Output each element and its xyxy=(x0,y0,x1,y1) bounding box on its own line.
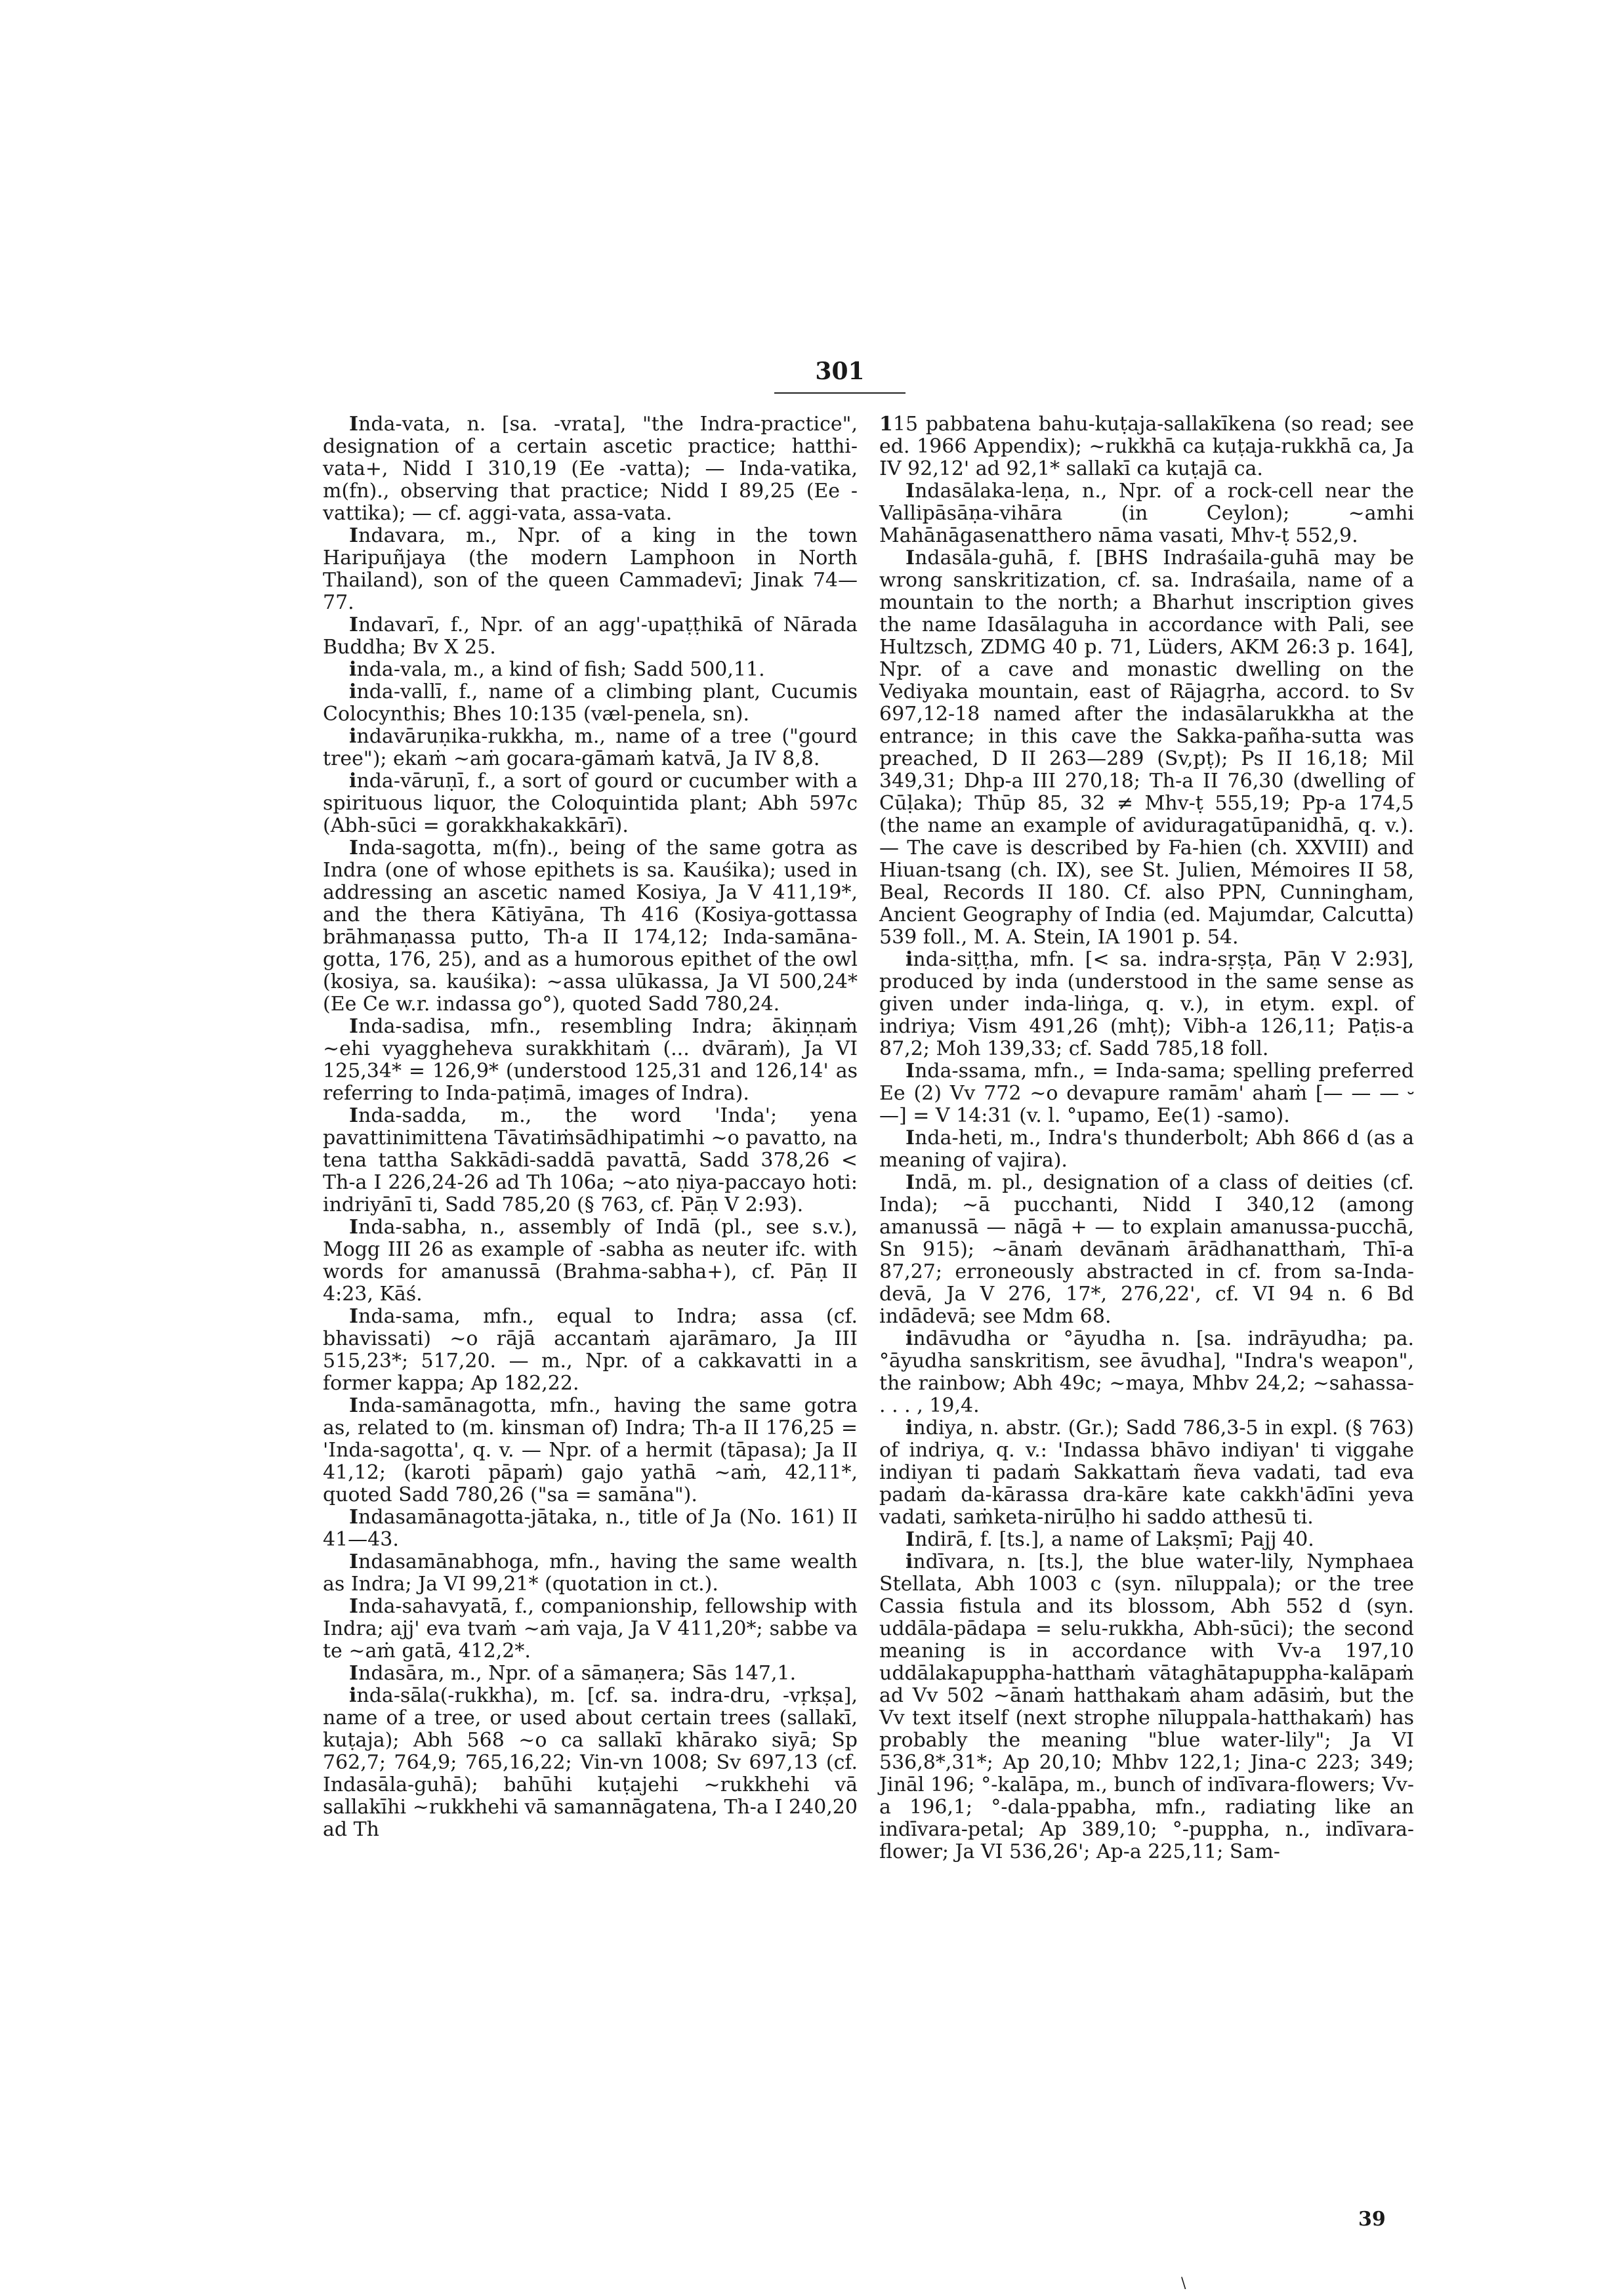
dictionary-entry: Inda-ssama, mfn., = Inda-sama; spelling preferred Ee (2) Vv 772 ~o devapure ramām' ahaṁ [— — — ⏑ —] = V 14:31 (v. l. °upamo, Ee(1) -samo). xyxy=(879,1060,1414,1127)
dictionary-entry: Inda-samānagotta, mfn., having the same gotra as, related to (m. kinsman of) Indra; Th-a II 176,25 = 'Inda-sagotta', q. v. — Npr. of a hermit (tāpasa); Ja II 41,12; (karoti pāpaṁ) gajo yathā ~aṁ, 42,11*, quoted Sadd 780,26 ("sa = samāna"). xyxy=(323,1394,858,1506)
dictionary-entry: inda-vala, m., a kind of fish; Sadd 500,11. xyxy=(349,658,765,681)
dictionary-entry: indiya, n. abstr. (Gr.); Sadd 786,3-5 in expl. (§ 763) of indriya, q. v.: 'Indassa bhāvo indiyan' ti viggahe indiyan ti padaṁ Sakkattaṁ ñeva vadati, tad eva padaṁ da-kārassa dra-kāre kate cakkh'ādīni yeva vadati, saṁketa-nirūḷho hi saddo atthesū ti. xyxy=(879,1416,1414,1529)
dictionary-entry: inda-vallī, f., name of a climbing plant, Cucumis Colocynthis; Bhes 10:135 (væl-penela, sn). xyxy=(323,680,858,726)
dictionary-entry: indīvara, n. [ts.], the blue water-lily, Nymphaea Stellata, Abh 1003 c (syn. nīluppala); or the tree Cassia fistula and its blossom, Abh 552 d (syn. uddāla-pādapa = selu-rukkha, Abh-sūci); the second meaning is in accordance with Vv-a 197,10 uddālakapuppha-hatthaṁ vātaghātapuppha-kalāpaṁ ad Vv 502 ~ānaṁ hatthakaṁ aham adāsiṁ, but the Vv text itself (next strophe nīluppala-hatthakaṁ) has probably the meaning "blue water-lily"; Ja VI 536,8*,31*; Ap 20,10; Mhbv 122,1; Jina-c 223; 349; Jināl 196; °-kalāpa, m., bunch of indīvara-flowers; Vv-a 196,1; °-dala-ppabha, mfn., radiating like an indīvara-petal; Ap 389,10; °-puppha, n., indīvara-flower; Ja VI 536,26'; Ap-a 225,11; Sam- xyxy=(879,1550,1414,1863)
dictionary-entry: Inda-sadda, m., the word 'Inda'; yena pavattinimittena Tāvatiṁsādhipatimhi ~o pavatto, na tena tattha Sakkādi-saddā pavattā, Sadd 378,26 < Th-a I 226,24-26 ad Th 106a; ~ato ṇiya-paccayo hoti: indriyānī ti, Sadd 785,20 (§ 763, cf. Pāṇ V 2:93). xyxy=(323,1104,858,1216)
dictionary-entry-continuation: 115 pabbatena bahu-kuṭaja-sallakīkena (so read; see ed. 1966 Appendix); ~rukkhā ca kuṭaja-rukkhā ca, Ja IV 92,12' ad 92,1* sallakī ca kuṭajā ca. xyxy=(879,413,1414,480)
signature-mark: 39 xyxy=(1358,2208,1386,2231)
dictionary-entry: Indavara, m., Npr. of a king in the town Haripuñjaya (the modern Lamphoon in North Thailand), son of the queen Cammadevī; Jinak 74—77. xyxy=(323,524,858,614)
dictionary-entry: Indasālaka-leṇa, n., Npr. of a rock-cell near the Vallipāsāṇa-vihāra (in Ceylon); ~amhi Mahānāgasenatthero nāma vasati, Mhv-ṭ 552,9. xyxy=(879,480,1414,547)
dictionary-entry: Indasamānagotta-jātaka, n., title of Ja (No. 161) II 41—43. xyxy=(323,1506,858,1551)
page-number: 301 xyxy=(815,358,865,385)
dictionary-entry: inda-vāruṇī, f., a sort of gourd or cucumber with a spirituous liquor, the Coloquintida plant; Abh 597c (Abh-sūci = gorakkhakakkārī). xyxy=(323,770,858,837)
dictionary-entry: Indasāra, m., Npr. of a sāmaṇera; Sās 147,1. xyxy=(349,1662,797,1685)
dictionary-entry: Indavarī, f., Npr. of an agg'-upaṭṭhikā of Nārada Buddha; Bv X 25. xyxy=(323,613,858,659)
dictionary-entry: Inda-sahavyatā, f., companionship, fellowship with Indra; ajj' eva tvaṁ ~aṁ vaja, Ja V 411,20*; sabbe va te ~aṁ gatā, 412,2*. xyxy=(323,1595,858,1663)
dictionary-entry: Inda-sadisa, mfn., resembling Indra; ākiṇṇaṁ ~ehi vyaggheheva surakkhitaṁ (... dvāraṁ), Ja VI 125,34* = 126,9* (understood 125,31 and 126,14' as referring to Inda-paṭimā, images of Indra). xyxy=(323,1015,858,1105)
left-column xyxy=(323,413,858,1841)
dictionary-entry: Inda-sagotta, m(fn)., being of the same gotra as Indra (one of whose epithets is sa. Kauśika); used in addressing an ascetic named Kosiya, Ja V 411,19*, and the thera Kātiyāna, Th 416 (Kosiya-gottassa brāhmaṇassa putto, Th-a II 174,12; Inda-samāna-gotta, 176, 25), and as a humorous epithet of the owl (kosiya, sa. kauśika): ~assa ulūkassa, Ja VI 500,24* (Ee Ce w.r. indassa go°), quoted Sadd 780,24. xyxy=(323,837,858,1016)
dictionary-entry: indavāruṇika-rukkha, m., name of a tree ("gourd tree"); ekaṁ ~aṁ gocara-gāmaṁ katvā, Ja IV 8,8. xyxy=(323,725,858,770)
dictionary-entry: Inda-vata, n. [sa. -vrata], "the Indra-practice", designation of a certain ascetic practice; hatthi-vata+, Nidd I 310,19 (Ee -vatta); — Inda-vatika, m(fn)., observing that practice; Nidd I 89,25 (Ee -vattika); — cf. aggi-vata, assa-vata. xyxy=(323,413,858,525)
margin-mark: \ xyxy=(1181,2275,1186,2292)
dictionary-entry: Inda-heti, m., Indra's thunderbolt; Abh 866 d (as a meaning of vajira). xyxy=(879,1127,1414,1172)
dictionary-entry: Inda-sabha, n., assembly of Indā (pl., see s.v.), Mogg III 26 as example of -sabha as neuter ifc. with words for amanussā (Brahma-sabha+), cf. Pāṇ II 4:23, Kāś. xyxy=(323,1216,858,1306)
dictionary-entry: Indā, m. pl., designation of a class of deities (cf. Inda); ~ā pucchanti, Nidd I 340,12 (among amanussā — nāgā + — to explain amanussa-pucchā, Sn 915); ~ānaṁ devānaṁ ārādhanatthaṁ, Thī-a 87,27; erroneously abstracted in cf. from sa-Inda-devā, Ja V 276, 17*, 276,22', cf. VI 94 n. 6 Bd indādevā; see Mdm 68. xyxy=(879,1171,1414,1328)
dictionary-entry: Inda-sama, mfn., equal to Indra; assa (cf. bhavissati) ~o rājā accantaṁ ajarāmaro, Ja III 515,23*; 517,20. — m., Npr. of a cakkavatti in a former kappa; Ap 182,22. xyxy=(323,1305,858,1395)
dictionary-entry: inda-siṭṭha, mfn. [< sa. indra-sṛṣṭa, Pāṇ V 2:93], produced by inda (understood in the same sense as given under inda-liṅga, q. v.), in etym. expl. of indriya; Vism 491,26 (mhṭ); Vibh-a 126,11; Paṭis-a 87,2; Moh 139,33; cf. Sadd 785,18 foll. xyxy=(879,948,1414,1060)
right-column xyxy=(879,413,1414,1863)
page-number-rule xyxy=(774,392,906,394)
dictionary-entry: inda-sāla(-rukkha), m. [cf. sa. indra-dru, -vṛkṣa], name of a tree, or used about certain trees (sallakī, kuṭaja); Abh 568 ~o ca sallakī khārako siyā; Sp 762,7; 764,9; 765,16,22; Vin-vn 1008; Sv 697,13 (cf. Indasāla-guhā); bahūhi kuṭajehi ~rukkhehi vā sallakīhi ~rukkhehi vā samannāgatena, Th-a I 240,20 ad Th xyxy=(323,1684,858,1841)
dictionary-entry: Indirā, f. [ts.], a name of Lakṣmī; Pajj 40. xyxy=(906,1528,1314,1551)
dictionary-entry: Indasāla-guhā, f. [BHS Indraśaila-guhā may be wrong sanskritization, cf. sa. Indraśaila, name of a mountain to the north; a Bharhut inscription gives the name Idasālaguha in accordance with Pali, see Hultzsch, ZDMG 40 p. 71, Lüders, AKM 26:3 p. 164], Npr. of a cave and monastic dwelling on the Vediyaka mountain, east of Rājagṛha, accord. to Sv 697,12-18 named after the indasālarukkha at the entrance; in this cave the Sakka-pañha-sutta was preached, D II 263—289 (Sv,pṭ); Ps II 16,18; Mil 349,31; Dhp-a III 270,18; Th-a II 76,30 (dwelling of Cūḷaka); Thūp 85, 32 ≠ Mhv-ṭ 555,19; Pp-a 174,5 (the name an example of aviduragatūpanidhā, q. v.). — The cave is described by Fa-hien (ch. XXVIII) and Hiuan-tsang (ch. IX), see St. Julien, Mémoires II 58, Beal, Records II 180. Cf. also PPN, Cunningham, Ancient Geography of India (ed. Majumdar, Calcutta) 539 foll., M. A. Stein, IA 1901 p. 54. xyxy=(879,547,1414,949)
dictionary-entry: Indasamānabhoga, mfn., having the same wealth as Indra; Ja VI 99,21* (quotation in ct.). xyxy=(323,1550,858,1596)
dictionary-entry: indāvudha or °āyudha n. [sa. indrāyudha; pa. °āyudha sanskritism, see āvudha], "Indra's weapon", the rainbow; Abh 49c; ~maya, Mhbv 24,2; ~sahassa- . . . , 19,4. xyxy=(879,1327,1414,1417)
